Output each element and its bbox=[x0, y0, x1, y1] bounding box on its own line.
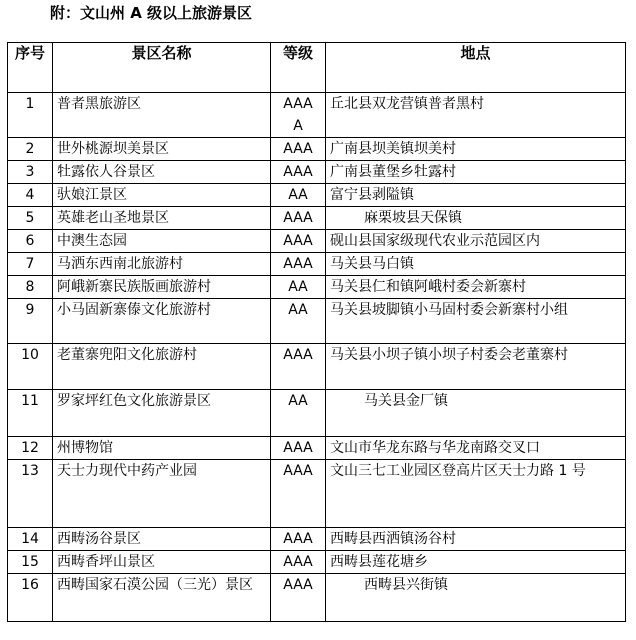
row-grade: AAA bbox=[271, 437, 326, 460]
row-name: 世外桃源坝美景区 bbox=[53, 138, 271, 161]
row-name: 普者黑旅游区 bbox=[53, 93, 271, 138]
row-grade: AAA bbox=[271, 138, 326, 161]
row-location: 马关县仁和镇阿峨村委会新寨村 bbox=[326, 276, 626, 299]
row-number: 14 bbox=[8, 528, 53, 551]
row-location: 西畴县莲花塘乡 bbox=[326, 551, 626, 574]
row-grade: AA bbox=[271, 184, 326, 207]
scenic-spots-table bbox=[7, 42, 626, 622]
row-location: 麻栗坡县天保镇 bbox=[326, 207, 626, 230]
table-row bbox=[8, 299, 626, 344]
row-grade: AAA bbox=[271, 207, 326, 230]
row-number: 2 bbox=[8, 138, 53, 161]
table-row bbox=[8, 437, 626, 460]
row-number: 6 bbox=[8, 230, 53, 253]
row-name: 老董寨兜阳文化旅游村 bbox=[53, 344, 271, 390]
table-row bbox=[8, 253, 626, 276]
row-grade: AAA bbox=[271, 551, 326, 574]
row-location: 马关县金厂镇 bbox=[326, 390, 626, 437]
header-location: 地点 bbox=[326, 43, 626, 93]
table-row bbox=[8, 184, 626, 207]
header-number: 序号 bbox=[8, 43, 53, 93]
row-grade: AA bbox=[271, 276, 326, 299]
row-name: 英雄老山圣地景区 bbox=[53, 207, 271, 230]
row-location: 文山市华龙东路与华龙南路交叉口 bbox=[326, 437, 626, 460]
row-name: 小马固新寨傣文化旅游村 bbox=[53, 299, 271, 344]
table-row bbox=[8, 93, 626, 138]
row-name: 西畴汤谷景区 bbox=[53, 528, 271, 551]
row-grade: AAA bbox=[271, 161, 326, 184]
table-row bbox=[8, 276, 626, 299]
row-location: 砚山县国家级现代农业示范园区内 bbox=[326, 230, 626, 253]
row-number: 16 bbox=[8, 574, 53, 622]
row-number: 9 bbox=[8, 299, 53, 344]
row-location: 富宁县剥隘镇 bbox=[326, 184, 626, 207]
row-location: 马关县马白镇 bbox=[326, 253, 626, 276]
row-number: 4 bbox=[8, 184, 53, 207]
row-name: 牡露依人谷景区 bbox=[53, 161, 271, 184]
row-location: 广南县董堡乡牡露村 bbox=[326, 161, 626, 184]
row-location: 西畴县兴街镇 bbox=[326, 574, 626, 622]
row-grade: AAA bbox=[271, 253, 326, 276]
row-name: 罗家坪红色文化旅游景区 bbox=[53, 390, 271, 437]
row-location: 马关县小坝子镇小坝子村委会老董寨村 bbox=[326, 344, 626, 390]
header-grade: 等级 bbox=[271, 43, 326, 93]
header-name: 景区名称 bbox=[53, 43, 271, 93]
row-number: 10 bbox=[8, 344, 53, 390]
table-row bbox=[8, 138, 626, 161]
row-number: 7 bbox=[8, 253, 53, 276]
row-number: 13 bbox=[8, 460, 53, 528]
table-row bbox=[8, 207, 626, 230]
row-number: 3 bbox=[8, 161, 53, 184]
table-header-row bbox=[8, 43, 626, 93]
row-location: 文山三七工业园区登高片区天士力路 1 号 bbox=[326, 460, 626, 528]
row-name: 中澳生态园 bbox=[53, 230, 271, 253]
row-grade: AAAA bbox=[271, 93, 326, 138]
table-row bbox=[8, 390, 626, 437]
row-location: 广南县坝美镇坝美村 bbox=[326, 138, 626, 161]
table-row bbox=[8, 161, 626, 184]
row-grade: AAA bbox=[271, 344, 326, 390]
row-grade: AAA bbox=[271, 528, 326, 551]
row-location: 西畴县西洒镇汤谷村 bbox=[326, 528, 626, 551]
table-row bbox=[8, 551, 626, 574]
row-grade: AAA bbox=[271, 230, 326, 253]
document-title: 附：文山州 A 级以上旅游景区 bbox=[50, 4, 253, 22]
row-number: 5 bbox=[8, 207, 53, 230]
row-number: 8 bbox=[8, 276, 53, 299]
row-name: 阿峨新寨民族版画旅游村 bbox=[53, 276, 271, 299]
table-row bbox=[8, 344, 626, 390]
row-grade: AAA bbox=[271, 574, 326, 622]
row-number: 1 bbox=[8, 93, 53, 138]
table-row bbox=[8, 528, 626, 551]
table-row bbox=[8, 574, 626, 622]
row-name: 驮娘江景区 bbox=[53, 184, 271, 207]
row-name: 天士力现代中药产业园 bbox=[53, 460, 271, 528]
row-name: 西畴国家石漠公园（三光）景区 bbox=[53, 574, 271, 622]
row-name: 州博物馆 bbox=[53, 437, 271, 460]
row-location: 丘北县双龙营镇普者黑村 bbox=[326, 93, 626, 138]
row-grade: AAA bbox=[271, 460, 326, 528]
row-number: 12 bbox=[8, 437, 53, 460]
row-location: 马关县坡脚镇小马固村委会新寨村小组 bbox=[326, 299, 626, 344]
row-number: 11 bbox=[8, 390, 53, 437]
row-grade: AA bbox=[271, 299, 326, 344]
row-name: 马洒东西南北旅游村 bbox=[53, 253, 271, 276]
row-grade: AA bbox=[271, 390, 326, 437]
table-row bbox=[8, 230, 626, 253]
row-name: 西畴香坪山景区 bbox=[53, 551, 271, 574]
row-number: 15 bbox=[8, 551, 53, 574]
table-row bbox=[8, 460, 626, 528]
